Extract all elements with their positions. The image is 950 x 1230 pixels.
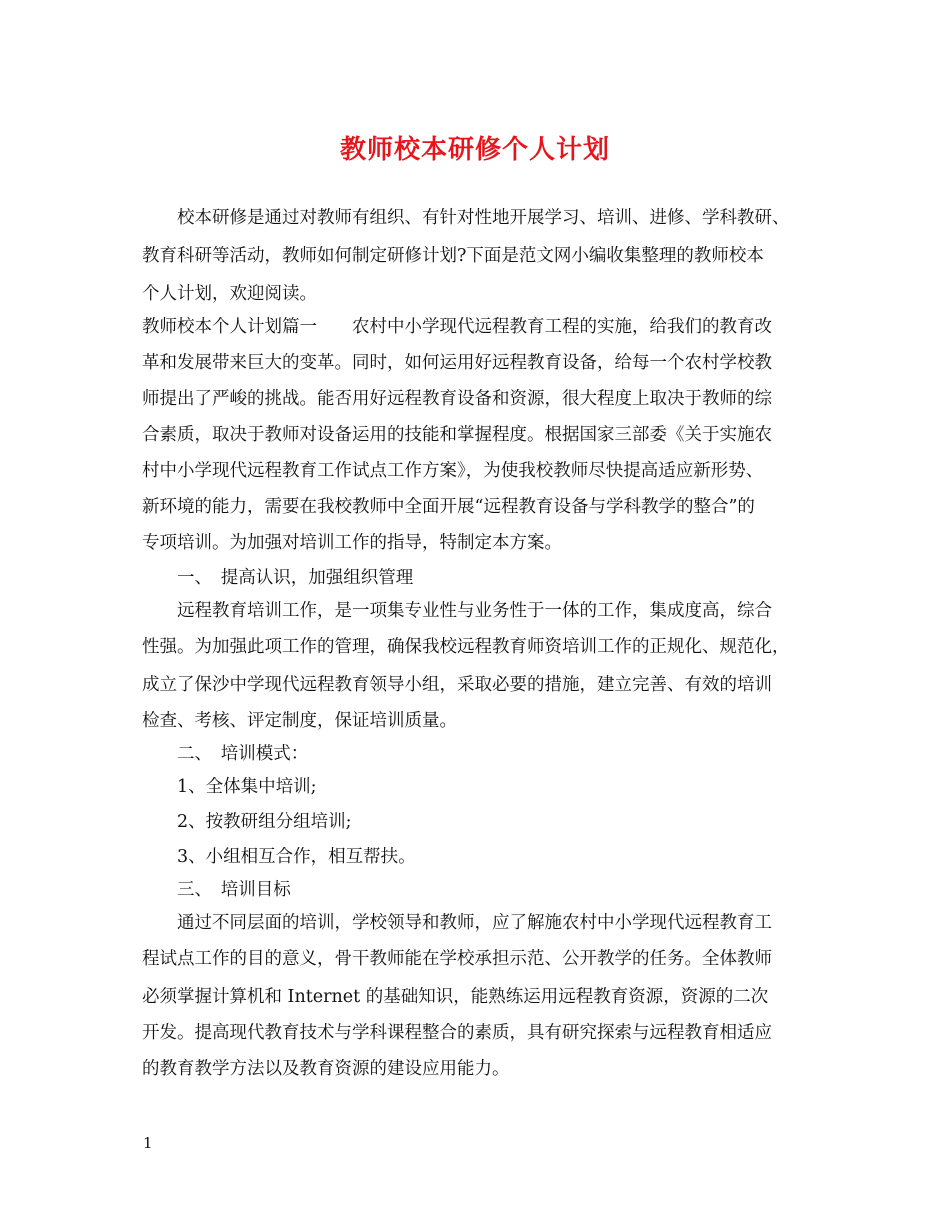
body-line: 师提出了严峻的挑战。能否用好远程教育设备和资源，很大程度上取决于教师的综 <box>142 389 772 409</box>
body-line: 性强。为加强此项工作的管理，确保我校远程教育师资培训工作的正规化、规范化， <box>142 637 790 657</box>
body-line: 程试点工作的目的意义，骨干教师能在学校承担示范、公开教学的任务。全体教师 <box>142 949 772 969</box>
body-line: 检查、考核、评定制度，保证培训质量。 <box>142 711 457 731</box>
body-line: 教育科研等活动，教师如何制定研修计划?下面是范文网小编收集整理的教师校本 <box>142 246 764 266</box>
body-line: 的教育教学方法以及教育资源的建设应用能力。 <box>142 1059 510 1079</box>
body-line: 通过不同层面的培训，学校领导和教师，应了解施农村中小学现代远程教育工 <box>142 913 772 933</box>
body-line: 村中小学现代远程教育工作试点工作方案》，为使我校教师尽快提高适应新形势、 <box>142 461 764 481</box>
list-item: 3、小组相互合作，相互帮扶。 <box>142 847 416 867</box>
list-item: 1、全体集中培训; <box>142 777 317 797</box>
section-heading: 一、 提高认识，加强组织管理 <box>142 568 414 588</box>
body-line: 个人计划，欢迎阅读。 <box>142 284 317 304</box>
body-line: 合素质，取决于教师对设备运用的技能和掌握程度。根据国家三部委《关于实施农 <box>142 425 772 445</box>
body-line: 开发。提高现代教育技术与学科课程整合的素质，具有研究探索与远程教育相适应 <box>142 1023 772 1043</box>
body-line: 新环境的能力，需要在我校教师中全面开展“远程教育设备与学科教学的整合”的 <box>142 497 755 517</box>
document-title: 教师校本研修个人计划 <box>339 135 610 165</box>
body-line: 教师校本个人计划篇一 农村中小学现代远程教育工程的实施，给我们的教育改 <box>142 317 772 337</box>
body-line: 专项培训。为加强对培训工作的指导，特制定本方案。 <box>142 533 562 553</box>
body-line: 校本研修是通过对教师有组织、有针对性地开展学习、培训、进修、学科教研、 <box>142 208 790 228</box>
body-line: 革和发展带来巨大的变革。同时，如何运用好远程教育设备，给每一个农村学校教 <box>142 353 772 373</box>
section-heading: 二、 培训模式： <box>142 744 309 764</box>
body-line: 必须掌握计算机和 Internet 的基础知识，能熟练运用远程教育资源，资源的二次 <box>142 987 769 1007</box>
list-item: 2、按教研组分组培训; <box>142 812 352 832</box>
section-heading: 三、 培训目标 <box>142 880 291 900</box>
page-number: 1 <box>143 1134 153 1152</box>
body-line: 远程教育培训工作，是一项集专业性与业务性于一体的工作，集成度高，综合 <box>142 601 772 621</box>
body-line: 成立了保沙中学现代远程教育领导小组，采取必要的措施，建立完善、有效的培训 <box>142 675 772 695</box>
